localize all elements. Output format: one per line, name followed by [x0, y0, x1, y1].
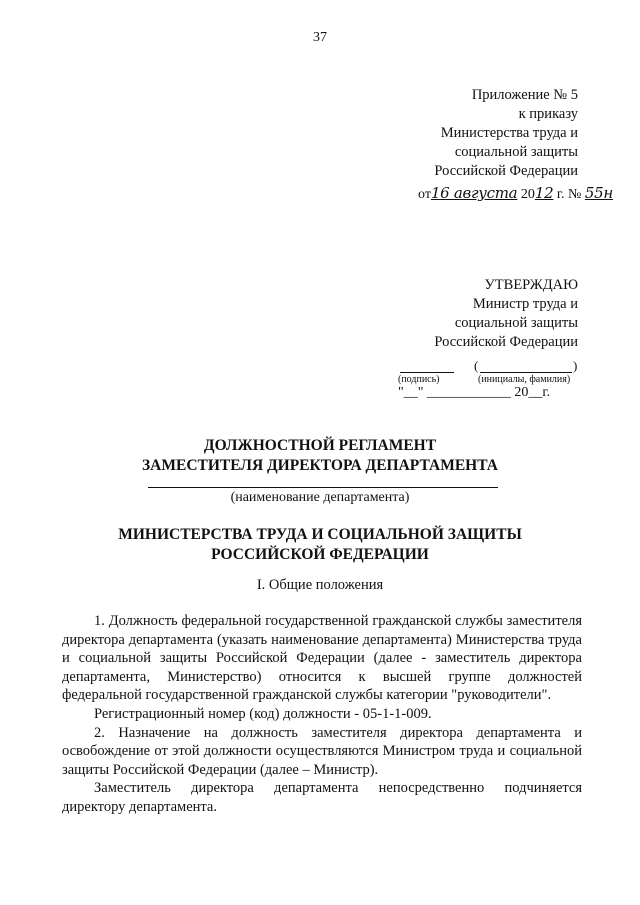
- ministry-title: [0, 525, 640, 565]
- document-title: [0, 436, 640, 476]
- appendix-line: Приложение № 5: [471, 87, 578, 103]
- order-prefix: от: [418, 187, 431, 202]
- signature-caption: (подпись): [398, 374, 440, 385]
- signature-line: [400, 360, 454, 373]
- order-year-suffix: г. №: [556, 187, 582, 202]
- body-text: [62, 612, 582, 817]
- close-paren: ): [573, 358, 578, 373]
- page-number: 37: [313, 30, 327, 45]
- approval-line: социальной защиты: [454, 315, 578, 331]
- initials-caption: (инициалы, фамилия): [478, 374, 571, 385]
- section-heading: I. Общие положения: [256, 577, 384, 593]
- order-day-month: 16 августа: [430, 184, 518, 202]
- title-line: ЗАМЕСТИТЕЛЯ ДИРЕКТОРА ДЕПАРТАМЕНТА: [142, 457, 498, 474]
- approval-line: Российской Федерации: [434, 334, 578, 350]
- order-year: 12: [534, 184, 554, 202]
- appendix-line: Российской Федерации: [434, 163, 578, 179]
- department-caption: (наименование департамента): [230, 490, 410, 505]
- paragraph: 1. Должность федеральной государственной гражданской службы заместителя директора департамента (указать наименование департамента) Министерства труда и социальной защиты Российской Федерации (далее - заместитель директора департамента, Министерство) относится к высшей группе должностей федеральной государственной гражданской службы категории "руководители".: [62, 613, 582, 704]
- initials-line: [480, 360, 572, 373]
- approval-heading: УТВЕРЖДАЮ: [484, 277, 578, 293]
- appendix-block: [434, 86, 578, 181]
- open-paren: (: [474, 358, 479, 373]
- order-year-prefix: 20: [520, 187, 535, 202]
- approval-date-line: "__" ____________ 20__г.: [398, 385, 551, 400]
- appendix-line: к приказу: [518, 106, 578, 122]
- title-line: МИНИСТЕРСТВА ТРУДА И СОЦИАЛЬНОЙ ЗАЩИТЫ: [118, 526, 522, 543]
- paragraph: Регистрационный номер (код) должности - 05-1-1-009.: [94, 705, 432, 722]
- department-name-line: [148, 487, 498, 488]
- appendix-line: социальной защиты: [454, 144, 578, 160]
- appendix-line: Министерства труда и: [440, 125, 578, 141]
- order-reference: [418, 184, 613, 203]
- paragraph: Заместитель директора департамента непосредственно подчиняется директору департамента.: [62, 780, 582, 815]
- order-number: 55н: [584, 184, 613, 202]
- title-line: ДОЛЖНОСТНОЙ РЕГЛАМЕНТ: [203, 437, 437, 454]
- title-line: РОССИЙСКОЙ ФЕДЕРАЦИИ: [211, 546, 429, 563]
- approval-block: [434, 276, 578, 352]
- approval-line: Министр труда и: [472, 296, 578, 312]
- paragraph: 2. Назначение на должность заместителя директора департамента и освобождение от этой должности осуществляются Министром труда и социальной защиты Российской Федерации (далее – Министр).: [62, 724, 582, 778]
